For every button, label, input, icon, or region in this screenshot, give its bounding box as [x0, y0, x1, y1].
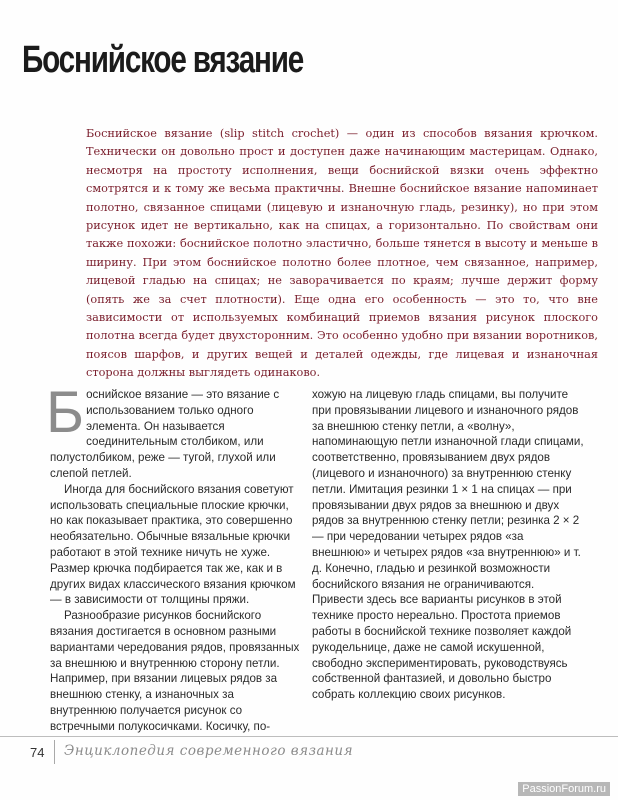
running-footer-title: Энциклопедия современного вязания [64, 743, 354, 759]
page-title: Боснийское вязание [22, 39, 304, 81]
watermark: PassionForum.ru [518, 782, 610, 796]
body-paragraph-4: хожую на лицевую гладь спицами, вы получите при провязывании лицевого и изнаночного рядов за внешнюю стенку петли, а «волну», напоминающую петли изнаночной глади спицами, соответственно, провязыванием двух рядов (лицевого и изнаночного) за внутреннюю стенку петли. Имитация резинки 1 × 1 на спицах — при провязывании двух рядов за внешнюю и двух рядов за внутреннюю стенку петли; резинка 2 × 2 — при чередовании четырех рядов «за внешнюю» и четырех рядов «за внутреннюю» и т. д. Конечно, гладью и резинкой возможности боснийского вязания не ограничиваются. Привести здесь все варианты рисунков в этой технике просто нереально. Простота приемов работы в боснийской технике позволяет каждой рукодельнице, даже не самой искушенной, свободно экспериментировать, руководствуясь собственной фантазией, и довольно быстро собрать коллекцию своих рисунков. [312, 388, 584, 702]
body-column-left [46, 380, 300, 735]
footer-separator [54, 740, 55, 764]
body-paragraph-1-text: оснийское вязание — это вязание с использованием только одного элемента. Он называется соединительным столбиком, или полустолбиком, реже — тугой, глухой или слепой петлей. [50, 388, 280, 480]
body-paragraph-1 [46, 380, 300, 482]
drop-cap: Б [46, 380, 85, 445]
footer-rule [0, 736, 618, 737]
body-column-right [312, 387, 584, 703]
body-paragraph-3: Разнообразие рисунков боснийского вязания достигается в основном разными вариантами чередования рядов, провязанных за внешнюю и внутреннюю сторону петли. Например, при вязании лицевых рядов за внешнюю стенку, а изнаночных за внутреннюю получается рисунок со встречными полукосичками. Косичку, по- [50, 609, 300, 733]
intro-paragraph: Боснийское вязание (slip stitch crochet) — один из способов вязания крючком. Технически он довольно прост и доступен даже начинающим мастерицам. Однако, несмотря на простоту исполнения, вещи боснийской вязки очень эффектно смотрятся и к тому же весьма практичны. Внешне боснийское вязание напоминает полотно, связанное спицами (лицевую и изнаночную гладь, резинку), но при этом рисунок идет не вертикально, как на спицах, а горизонтально. По свойствам они также похожи: боснийское полотно эластично, больше тянется в высоту и меньше в ширину. При этом боснийское полотно более плотное, чем связанное, например, лицевой гладью на спицах; не заворачивается по краям; лучше держит форму (опять же за счет плотности). Еще одна его особенность — это то, что вне зависимости от используемых комбинаций приемов вязания рисунок плоского полотна всегда будет двухсторонним. Это особенно удобно при вязании воротников, поясов шарфов, и других вещей и деталей одежды, где лицевая и изнаночная сторона должны выглядеть одинаково. [86, 127, 598, 380]
body-paragraph-2: Иногда для боснийского вязания советуют использовать специальные плоские крючки, но как показывает практика, это совершенно необязательно. Обычные вязальные крючки работают в этой технике ничуть не хуже. Размер крючка подбирается так же, как и в других видах классического вязания крючком — в зависимости от толщины пряжи. [50, 482, 296, 607]
page-number: 74 [30, 745, 45, 760]
